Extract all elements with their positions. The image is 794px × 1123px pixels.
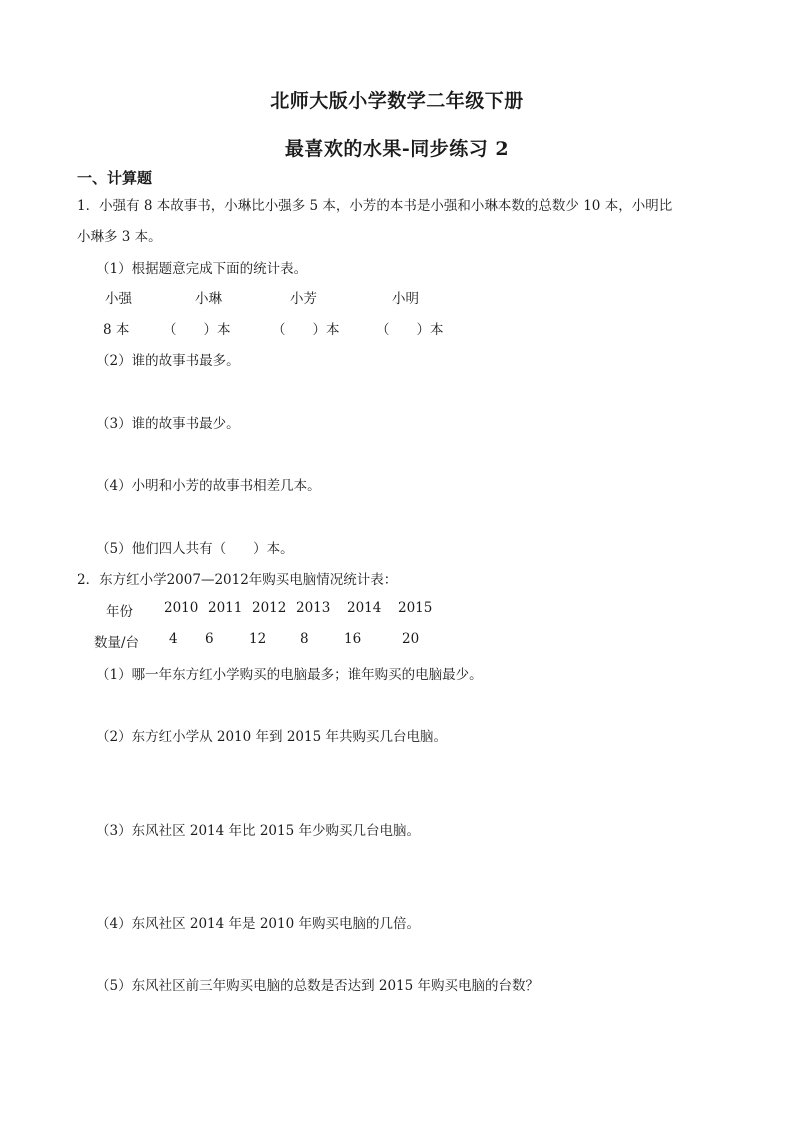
q2-count-cell: 20	[402, 631, 420, 647]
q2-year-cell: 2012	[252, 600, 287, 616]
q1-value-cell: （ ）本	[272, 322, 340, 338]
q1-value-cell: （ ）本	[163, 322, 231, 338]
q2-count-header: 数量/台	[94, 635, 140, 651]
q1-name-cell: 小芳	[290, 291, 317, 307]
section-heading: 一、计算题	[77, 169, 153, 187]
page-title: 北师大版小学数学二年级下册	[270, 90, 524, 112]
q1-value-cell: 8 本	[103, 322, 130, 338]
q2-year-cell: 2010	[164, 600, 199, 616]
q2-count-cell: 6	[205, 631, 214, 647]
q2-sub5: （5）东风社区前三年购买电脑的总数是否达到 2015 年购买电脑的台数？	[96, 978, 540, 994]
q2-sub3: （3）东风社区 2014 年比 2015 年少购买几台电脑。	[96, 823, 420, 839]
q2-sub1: （1）哪一年东方红小学购买的电脑最多；谁年购买的电脑最少。	[96, 667, 483, 683]
q1-sub5: （5）他们四人共有（ ）本。	[96, 541, 294, 557]
q2-year-header: 年份	[106, 604, 133, 620]
page-subtitle: 最喜欢的水果-同步练习 2	[284, 138, 510, 160]
q2-count-cell: 8	[300, 631, 309, 647]
q1-sub3: （3）谁的故事书最少。	[96, 416, 240, 432]
q1-name-cell: 小明	[392, 291, 419, 307]
q2-count-cell: 4	[169, 631, 178, 647]
q1-sub2: （2）谁的故事书最多。	[96, 353, 240, 369]
q1-name-cell: 小强	[105, 291, 132, 307]
q1-value-cell: （ ）本	[376, 322, 444, 338]
q2-count-cell: 16	[344, 631, 362, 647]
q2-sub2: （2）东方红小学从 2010 年到 2015 年共购买几台电脑。	[96, 729, 447, 745]
q2-sub4: （4）东风社区 2014 年是 2010 年购买电脑的几倍。	[96, 916, 420, 932]
q1-text-line2: 小琳多 3 本。	[77, 229, 162, 245]
q1-text-line1: 1．小强有 8 本故事书，小琳比小强多 5 本，小芳的本书是小强和小琳本数的总数少 10 本，小明比	[77, 198, 673, 214]
q2-count-cell: 12	[249, 631, 267, 647]
q2-year-cell: 2011	[208, 600, 243, 616]
q1-name-cell: 小琳	[195, 291, 222, 307]
q2-text: 2．东方红小学2007—2012年购买电脑情况统计表：	[77, 572, 398, 588]
q2-year-cell: 2014	[347, 600, 382, 616]
q2-year-cell: 2013	[296, 600, 331, 616]
q1-sub1: （1）根据题意完成下面的统计表。	[96, 261, 308, 277]
q1-sub4: （4）小明和小芳的故事书相差几本。	[96, 478, 321, 494]
q2-year-cell: 2015	[398, 600, 433, 616]
